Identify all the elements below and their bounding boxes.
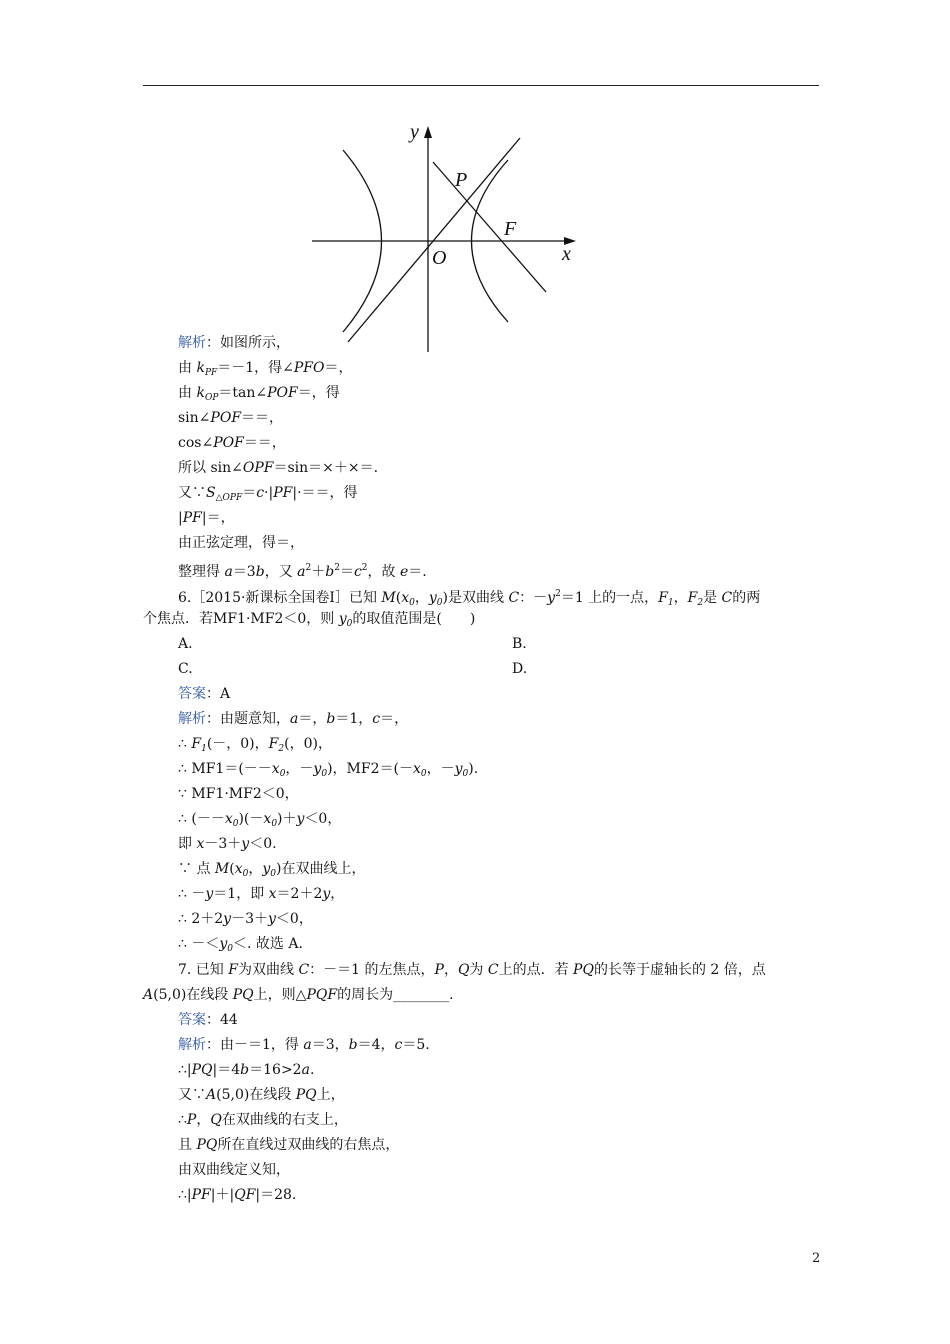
solution-7-line-1: 解析：由－＝1，得 a＝3，b＝4，c＝5.: [178, 1037, 430, 1053]
solution-line-10: 整理得 a＝3b，又 $a^2+b^2=c^2$，故 e＝.: [178, 563, 427, 580]
solution-line-2: 由 $k_{PF}=-1$，得∠PFO＝，: [178, 360, 353, 378]
solution-6-line-8: ∴ －y＝1，即 x＝2＋2y，: [178, 886, 345, 902]
page-number: 2: [812, 1251, 821, 1266]
solution-line-8: |PF|＝，: [178, 510, 235, 526]
y-label: y: [410, 121, 419, 143]
option-d: D.: [512, 661, 528, 677]
solution-6-line-1: 解析：由题意知，a＝，b＝1，c＝，: [178, 711, 409, 727]
solution-6-line-2: ∴ $F_1(-$，0)，$F_2$(，0)，: [178, 736, 332, 754]
solution-6-line-3: ∴ $MF1=(--x_0$，$-y_0$)，$MF2=(-x_0$，$-y_0$).: [178, 761, 479, 779]
question-6-line-2: 个焦点．若MF1·MF2＜0，则 $y_0$的取值范围是( ): [143, 611, 476, 629]
point-p-label: P: [455, 169, 468, 191]
option-b: B.: [512, 636, 527, 652]
solution-7-line-3: 又∵A(5,0)在线段 PQ上，: [178, 1087, 345, 1103]
question-6-line-1: 6.［2015·新课标全国卷Ⅰ］已知 $M(x_0$，$y_0$)是双曲线 C：$-y^2=1$ 上的一点，$F_1$，$F_2$是 C的两: [178, 589, 761, 608]
line-pf: [433, 162, 546, 292]
solution-6-line-9: ∴ 2＋2y－3＋y＜0，: [178, 911, 313, 927]
answer-7: 答案：44: [178, 1012, 238, 1028]
solution-7-line-7: ∴|PF|＋|QF|＝28.: [178, 1187, 297, 1203]
x-label: x: [562, 243, 571, 265]
solution-line-3: 由 $k_{OP}=\tan\angle POF=$，得: [178, 385, 340, 403]
option-c: C.: [178, 661, 193, 677]
solution-6-line-5: ∴ $(--x_0)(-x_0)+y<0$，: [178, 811, 342, 829]
answer-6: 答案：A: [178, 686, 231, 702]
header-rule: [143, 85, 819, 86]
solution-7-line-2: ∴|PQ|＝4b＝16>2a.: [178, 1062, 315, 1078]
hyperbola-figure: [300, 120, 590, 352]
solution-line-1: 解析：如图所示，: [178, 335, 290, 351]
solution-line-9: 由正弦定理，得＝，: [178, 535, 304, 551]
solution-7-line-4: ∴P，Q在双曲线的右支上，: [178, 1112, 348, 1128]
solution-7-line-6: 由双曲线定义知，: [178, 1162, 290, 1178]
solution-6-line-6: 即 x－3＋y＜0.: [178, 836, 277, 852]
solution-line-4: sin∠POF＝＝，: [178, 410, 284, 426]
solution-6-line-10: ∴ $-<y_0<$. 故选 A.: [178, 936, 303, 954]
y-axis-arrow: [424, 126, 432, 138]
solution-7-line-5: 且 PQ所在直线过双曲线的右焦点，: [178, 1137, 400, 1153]
solution-6-line-4: ∵ MF1·MF2＜0，: [178, 786, 299, 802]
question-7-line-2: A(5,0)在线段 PQ上，则△PQF的周长为________.: [143, 987, 454, 1003]
point-f-label: F: [504, 218, 517, 240]
solution-line-5: cos∠POF＝＝，: [178, 435, 286, 451]
solution-line-6: 所以 sin∠OPF＝sin＝×＋×＝.: [178, 460, 379, 476]
origin-label: O: [432, 247, 447, 269]
asymptote-line: [348, 138, 520, 342]
question-7-line-1: 7. 已知 F为双曲线 C：－＝1 的左焦点，P，Q为 C上的点．若 PQ的长等于虚轴长的 2 倍，点: [178, 962, 766, 978]
solution-6-line-7: ∵ 点 $M(x_0$，$y_0$)在双曲线上，: [178, 861, 366, 879]
solution-line-7: 又$\because S_{\triangle OPF}=c\cdot|PF|\cdot==$，得: [178, 485, 358, 503]
option-a: A.: [178, 636, 193, 652]
